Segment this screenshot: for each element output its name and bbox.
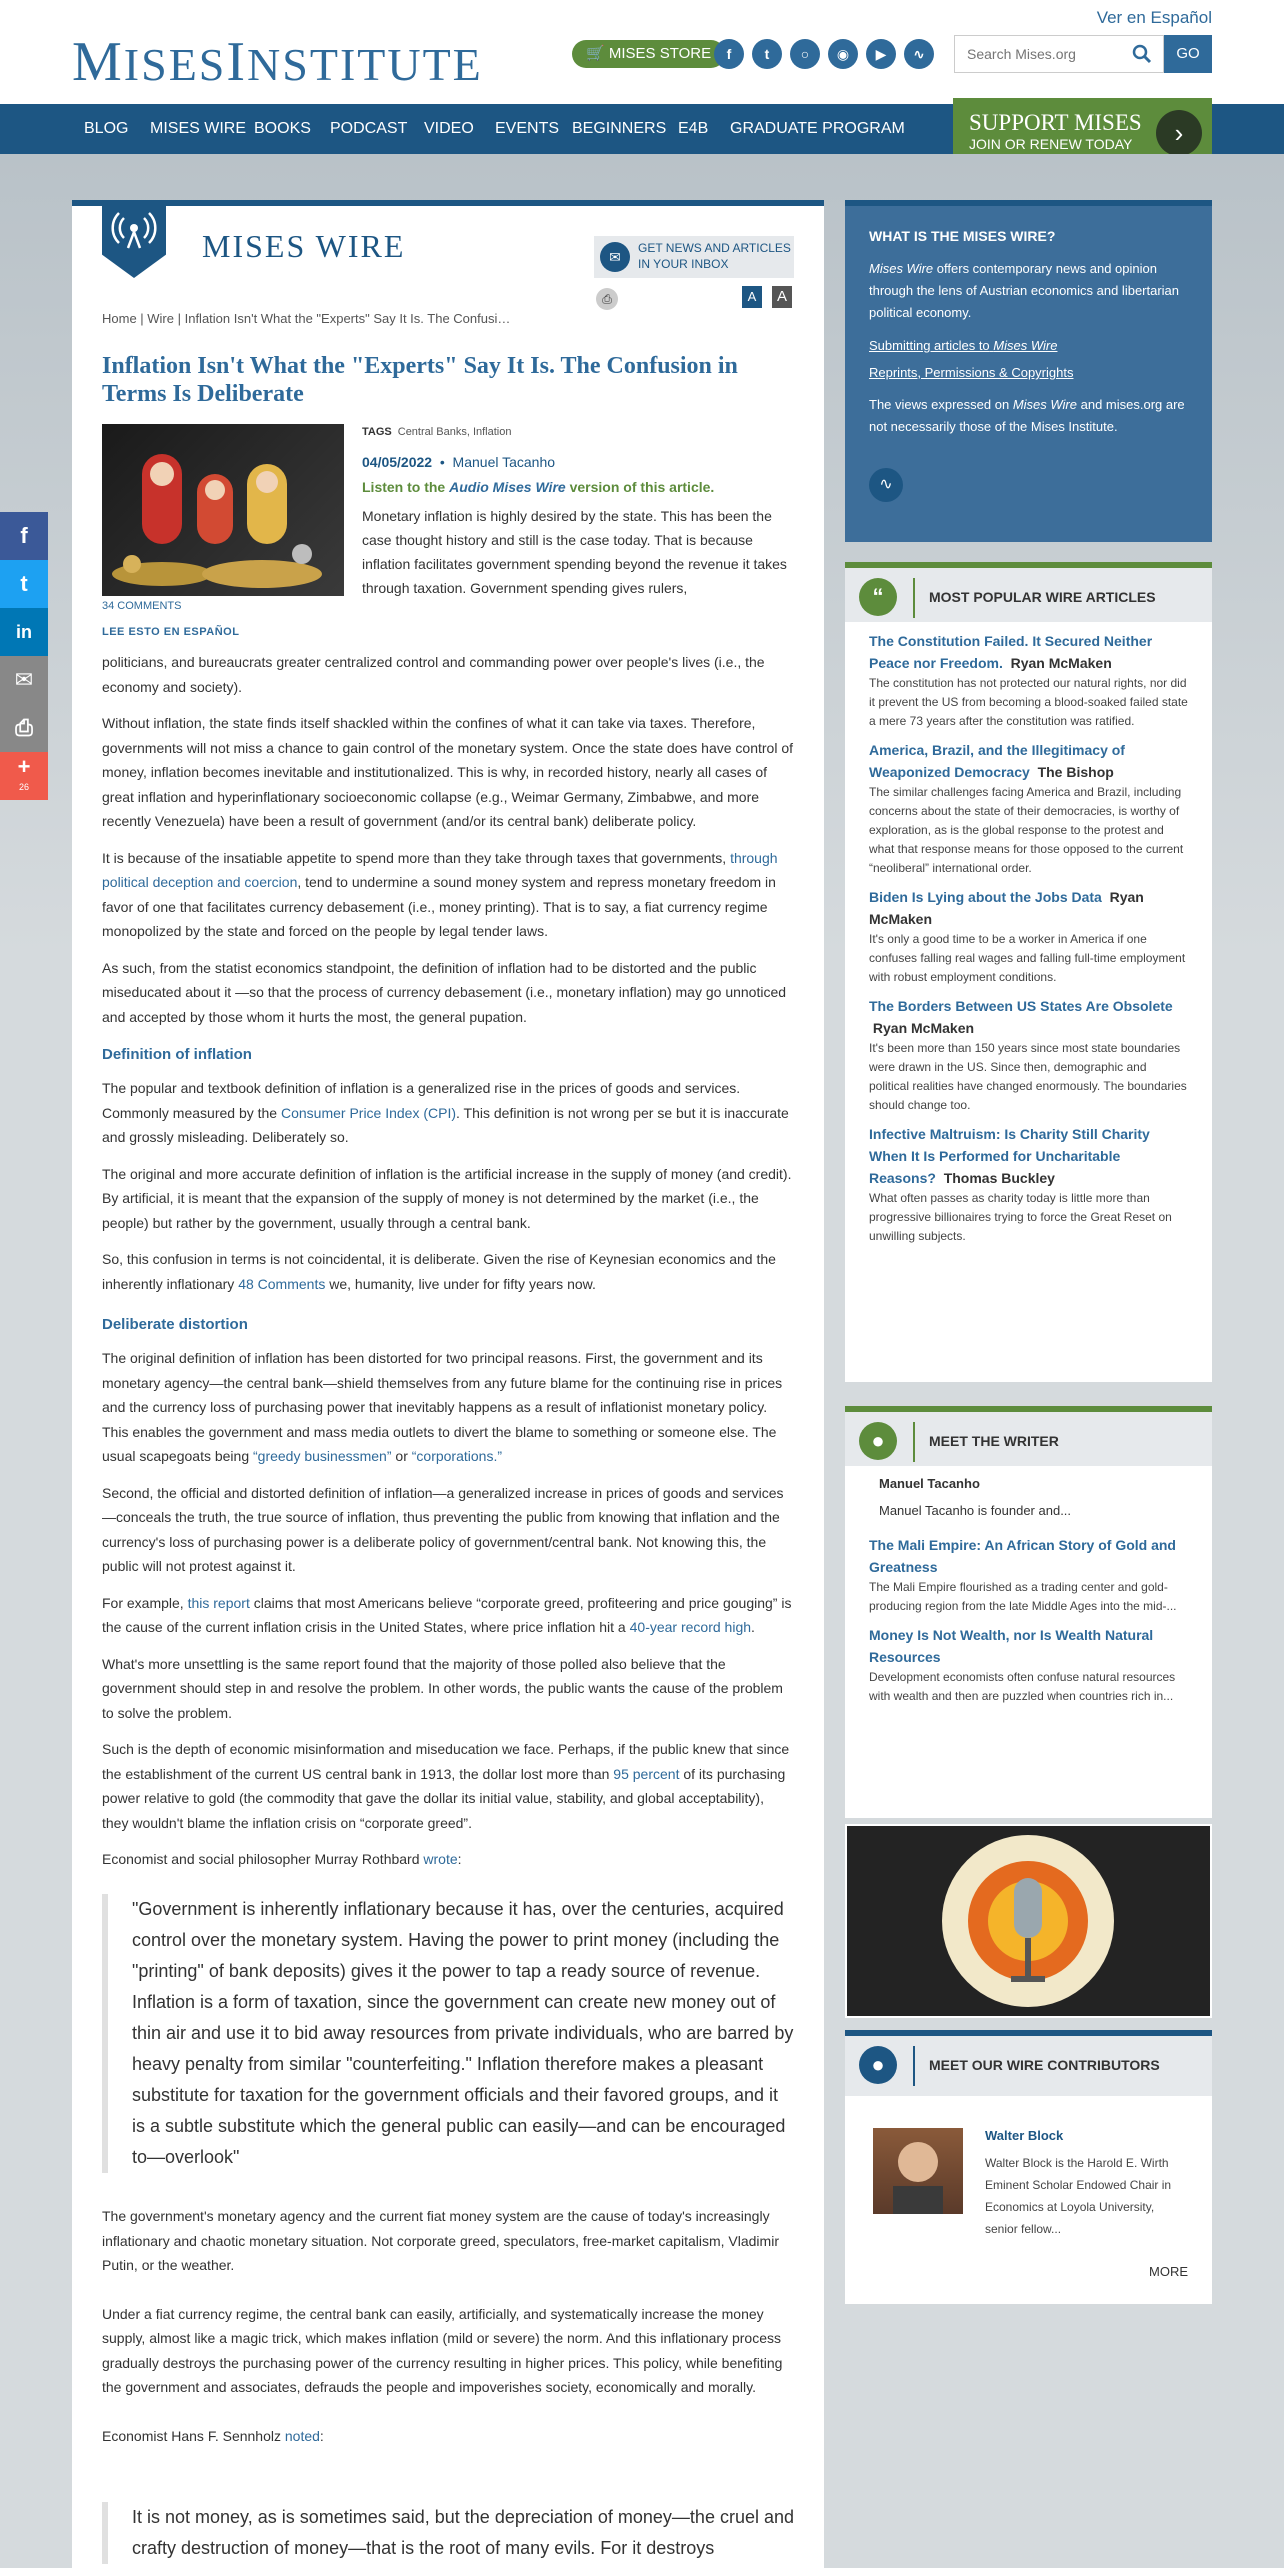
chevron-right-icon: › — [1156, 110, 1202, 156]
list-item[interactable]: Biden Is Lying about the Jobs Data Ryan McMaken It's only a good time to be a worker in America if one confuses falling real wages and falling full-time employment with robust employment conditions. — [869, 889, 1186, 984]
article-image — [102, 424, 344, 596]
what-is-mises-wire-box — [845, 200, 1212, 542]
broadcast-icon — [102, 200, 166, 260]
site-header — [0, 0, 1284, 104]
article-title: Inflation Isn't What the "Experts" Say It Is. The Confusion in Terms Is Deliberate — [102, 353, 738, 407]
nav-mises-wire[interactable]: MISES WIRE — [150, 120, 247, 137]
submitting-articles-link[interactable]: Submitting articles to Mises Wire — [869, 338, 1058, 353]
share-count: 26 — [18, 782, 29, 792]
article-body-part1 — [102, 650, 794, 1041]
share-linkedin-icon[interactable]: in — [0, 608, 48, 656]
podcast-caption: THE HUMAN ACTION PODCAST — [847, 1826, 863, 1827]
podcast-image — [847, 1826, 1210, 2016]
most-popular-header: “ MOST POPULAR WIRE ARTICLES — [845, 562, 1212, 622]
paragraph: What's more unsettling is the same report found that the majority of those polled also believe that the government should step in and resolve the problem. In other words, the public wants the cause of the problem to solve the problem. — [102, 1655, 783, 1721]
reprints-link[interactable]: Reprints, Permissions & Copyrights — [869, 365, 1074, 380]
sennholz-quote: It is not money, as is sometimes said, but the depreciation of money—the cruel and crafty destruction of money—that is the root of many evils. For it destroys — [102, 2502, 794, 2564]
avatar — [873, 2128, 963, 2214]
article-intro: Monetary inflation is highly desired by the state. This has been the case thought history and still is the case today. That is because inflation facilitates government spending beyond the revenue it takes through taxation. Government spending gives rulers, — [362, 508, 787, 596]
font-size-small-button[interactable]: A — [742, 286, 762, 308]
contributor-bio: Walter Block is the Harold E. Wirth Eminent Scholar Endowed Chair in Economics at Loyola University, senior fellow... — [985, 2156, 1172, 2236]
lee-esto-en-espanol-link[interactable]: LEE ESTO EN ESPAÑOL — [102, 626, 240, 638]
more-contributors-link[interactable]: MORE — [1149, 2264, 1188, 2279]
human-action-podcast-banner[interactable] — [845, 1824, 1212, 2018]
nav-video[interactable]: VIDEO — [424, 120, 474, 137]
breadcrumb[interactable]: Home | Wire | Inflation Isn't What the "Experts" Say It Is. The Confusi… — [102, 311, 511, 326]
nav-podcast[interactable]: PODCAST — [330, 120, 408, 137]
writer-name-link[interactable]: Manuel Tacanho — [879, 1476, 980, 1491]
inline-link[interactable]: through political deception and coercion — [102, 849, 778, 890]
nav-books[interactable]: BOOKS — [254, 120, 311, 137]
article-column — [72, 200, 824, 2568]
paragraph: Such is the depth of economic misinformation and miseducation we face. Perhaps, if the public knew that since the establishment of the current US central bank in 1913, the dollar lost more than 95 percent of its purchasing power relative to gold (the commodity that gave the dollar its initial value, stability, and global acceptability), they wouldn't blame the inflation crisis on “corporate greed”. — [102, 1741, 790, 1831]
mises-wire-title: MISES WIRE — [202, 228, 406, 264]
share-twitter-icon[interactable]: t — [0, 560, 48, 608]
paragraph: politicians, and bureaucrats greater centralized control and commanding power over people's lives (i.e., the economy and society). — [102, 654, 765, 695]
share-more-icon[interactable]: + 26 — [0, 752, 48, 800]
rss-icon[interactable]: ∿ — [869, 468, 903, 502]
mises-institute-logo[interactable]: MISESINSTITUTE — [72, 31, 483, 93]
meet-contributors-box — [845, 2030, 1212, 2304]
paragraph: The popular and textbook definition of inflation is a generalized rise in the prices of goods and services. Commonly measured by the Consumer Price Index (CPI). This definition is not wrong per se but it is inaccurate and grossly misleading. Deliberately so. — [102, 1080, 789, 1145]
comments-link[interactable]: 34 COMMENTS — [102, 600, 182, 612]
meet-the-writer-box — [845, 1406, 1212, 1818]
paragraph: The government's monetary agency and the current fiat money system are the cause of today's increasingly inflationary and chaotic monetary situation. Not corporate greed, speculators, free-market capitalism, Vladimir Putin, or the weather. — [102, 2208, 779, 2273]
popular-list — [845, 622, 1212, 1246]
nav-graduate-program[interactable]: GRADUATE PROGRAM — [730, 120, 905, 137]
author-link[interactable]: Manuel Tacanho — [452, 454, 556, 470]
rothbard-quote: "Government is inherently inflationary because it has, over the centuries, acquired control over the monetary system. Having the power to print money (including the "printing" of bank deposits) gives it the power to tap a ready source of revenue. Inflation is a form of taxation, since the government can create new money out of thin air and use it to bid away resources from private individuals, who are barred by heavy penalty from similar "counterfeiting." Inflation therefore makes a pleasant substitute for taxation for the government officials and their favored groups, and it is a subtle substitute which the general public can easily—and can be encouraged to—overlook" — [102, 1894, 794, 2173]
paragraph: Economist and social philosopher Murray Rothbard wrote: — [102, 1851, 462, 1867]
paragraph: Second, the official and distorted definition of inflation—a generalized increase in prices of goods and services—conceals the truth, the true source of inflation, thus preventing the public from knowing that inflation and the currency's loss of purchasing power is a deliberate policy of government/central bank. Not knowing this, the public will not protest against it. — [102, 1484, 784, 1574]
inline-link[interactable]: 95 percent — [613, 1765, 680, 1782]
newsletter-signup-button[interactable]: ✉ GET NEWS AND ARTICLES IN YOUR INBOX — [594, 236, 794, 278]
article-date: 04/05/2022 — [362, 454, 433, 470]
inline-link[interactable]: wrote — [423, 1851, 458, 1867]
mises-store-button[interactable]: 🛒 MISES STORE — [572, 40, 725, 68]
paragraph: Without inflation, the state finds itself shackled within the confines of what it can take via taxes. Therefore, governments will not miss a chance to gain control of the monetary system. Once the state does have control of money, inflation becomes inevitable and institutionalized. This is why, in recorded history, nearly all cases of great inflation and hyperinflationary socioeconomic collapse (e.g., Weimar Germany, Zimbabwe, and more recently Venezuela) have been a result of government (and/or its central bank) deliberate policy. — [102, 715, 794, 829]
article-byline: 04/05/2022 • Manuel Tacanho — [362, 454, 556, 470]
list-item[interactable]: Infective Maltruism: Is Charity Still Charity When It Is Performed for Uncharitable Reasons? Thomas Buckley What often passes as charity today is little more than progressive billionaires trying to force the Great Reset on unwilling subjects. — [869, 1126, 1172, 1243]
rss-icon[interactable]: ∿ — [904, 39, 934, 69]
support-mises-button[interactable]: SUPPORT MISES JOIN OR RENEW TODAY › — [953, 98, 1212, 168]
what-is-title: WHAT IS THE MISES WIRE? — [869, 228, 1056, 244]
list-item[interactable]: The Mali Empire: An African Story of Gold and Greatness The Mali Empire flourished as a trading center and gold-producing region from the late Middle Ages into the mid-... — [869, 1537, 1177, 1613]
contributors-header: ● MEET OUR WIRE CONTRIBUTORS — [845, 2036, 1212, 2096]
nav-events[interactable]: EVENTS — [495, 120, 560, 137]
nav-e4b[interactable]: E4B — [678, 120, 709, 137]
list-item[interactable]: Money Is Not Wealth, nor Is Wealth Natural Resources Development economists often confuse natural resources with wealth and then are puzzled when countries rich in... — [869, 1627, 1176, 1703]
share-print-icon[interactable]: ⎙ — [0, 704, 48, 752]
list-item[interactable]: The Borders Between US States Are Obsolete Ryan McMaken It's been more than 150 years since most state boundaries were drawn in the US. Since then, demographic and political realities have changed enormously. The boundaries should change too. — [869, 998, 1187, 1112]
mises-wire-badge — [102, 200, 166, 278]
share-facebook-icon[interactable]: f — [0, 512, 48, 560]
paragraph: It is because of the insatiable appetite to spend more than they take through taxes that governments, through political deception and coercion, tend to undermine a sound money system and repress monetary freedom in favor of one that facilitates currency debasement (i.e., money printing). That is to say, a fiat currency regime monopolized by the state and forced on the people by legal tender laws. — [102, 849, 778, 939]
inline-link[interactable]: noted — [284, 2427, 320, 2444]
most-popular-box — [845, 562, 1212, 1382]
users-icon: ● — [859, 2046, 897, 2084]
quote-icon: “ — [859, 578, 897, 616]
article-body-part2 — [102, 1076, 794, 1308]
tag-links[interactable]: Central Banks, Inflation — [397, 426, 512, 438]
print-icon[interactable]: ⎙ — [596, 288, 618, 310]
article-tags: TAGS Central Banks, Inflation — [362, 426, 512, 438]
section-heading: Definition of inflation — [102, 1046, 252, 1063]
instagram-icon[interactable]: ○ — [790, 39, 820, 69]
paragraph: So, this confusion in terms is not coincidental, it is deliberate. Given the rise of Keynesian economics and the inherently inflationary 48 Comments we, humanity, live under for fifty years now. — [102, 1251, 776, 1292]
inline-link[interactable]: 48 Comments — [238, 1275, 326, 1292]
audio-version-link[interactable]: Listen to the Audio Mises Wire version of this article. — [362, 479, 715, 495]
meet-the-writer-header: ● MEET THE WRITER — [845, 1406, 1212, 1466]
search-go-button[interactable]: GO — [1164, 35, 1212, 73]
inline-link[interactable]: 40-year record high — [629, 1619, 752, 1635]
share-email-icon[interactable]: ✉ — [0, 656, 48, 704]
inline-link[interactable]: this report — [187, 1594, 250, 1611]
what-is-text: Mises Wire offers contemporary news and opinion through the lens of Austrian economics and libertarian political economy. — [869, 261, 1180, 320]
podcast-icon[interactable]: ◉ — [828, 39, 858, 69]
list-item[interactable]: The Constitution Failed. It Secured Neither Peace nor Freedom. Ryan McMaken The constitution has not protected our natural rights, nor did it prevent the US from becoming a blood-soaked failed state a mere 73 years after the constitution was ratified. — [869, 633, 1188, 728]
cart-icon: 🛒 — [586, 45, 609, 62]
facebook-icon[interactable]: f — [714, 39, 744, 69]
paragraph: The original and more accurate definition of inflation is the artificial increase in the supply of money (and credit). By artificial, it is meant that the expansion of the supply of money is not determined by the market (i.e., the people) but rather by the government, usually through a central bank. — [102, 1165, 792, 1231]
paragraph: Under a fiat currency regime, the central bank can easily, artificially, and systematically increase the money supply, almost like a magic trick, which makes inflation (mild or severe) the norm. And this inflationary process gradually destroys the purchasing power of the currency resulting in higher prices. This policy, while benefiting the government and associates, defrauds the people and impoverishes society, economically and morally. — [102, 2305, 783, 2395]
inline-link[interactable]: “greedy businessmen” — [253, 1448, 392, 1464]
paragraph: As such, from the statist economics standpoint, the definition of inflation had to be distorted and the public miseducated about it —so that the process of currency debasement (i.e., monetary inflation) may go unnoticed and accepted by those whom it hurts the most, the general pupation. — [102, 959, 787, 1025]
youtube-icon[interactable]: ▶ — [866, 39, 896, 69]
inline-link[interactable]: Consumer Price Index (CPI) — [280, 1104, 457, 1121]
contributor-name-link[interactable]: Walter Block — [985, 2128, 1064, 2143]
twitter-icon[interactable]: t — [752, 39, 782, 69]
email-icon: ✉ — [600, 242, 630, 272]
inline-link[interactable]: “corporations.” — [411, 1448, 503, 1464]
views-disclaimer: The views expressed on Mises Wire and mises.org are not necessarily those of the Mises Institute. — [869, 397, 1185, 434]
nav-beginners[interactable]: BEGINNERS — [572, 120, 667, 137]
nav-blog[interactable]: BLOG — [84, 120, 129, 137]
article-body-part3 — [102, 1346, 794, 1884]
users-icon: ● — [859, 1422, 897, 1460]
paragraph: Economist Hans F. Sennholz noted: — [102, 2427, 324, 2444]
article-body-part4 — [102, 2204, 794, 2460]
list-item[interactable]: America, Brazil, and the Illegitimacy of Weaponized Democracy The Bishop The similar challenges facing America and Brazil, including concerns about the state of their democracies, is worthy of exploration, as is the global response to the protest and what that response means for those opposed to the current “neoliberal” international order. — [869, 742, 1184, 875]
paragraph: For example, this report claims that most Americans believe “corporate greed, profiteering and price gouging” is the cause of the current inflation crisis in the United States, where price inflation hit a 40-year record high. — [102, 1594, 792, 1635]
search-icon[interactable] — [1130, 42, 1154, 66]
font-size-large-button[interactable]: A — [772, 286, 792, 308]
writer-bio: Manuel Tacanho is founder and... — [879, 1503, 1072, 1518]
paragraph: The original definition of inflation has been distorted for two principal reasons. First, the government and its monetary agency—the central bank—shield themselves from any future blame for the continuing rise in prices and the currency loss of purchasing power that inevitably happens as a result of inflationist monetary policy. This enables the government and mass media outlets to divert the blame to something or someone else. The usual scapegoats being “greedy businessmen” or “corporations.” — [102, 1350, 783, 1464]
section-heading: Deliberate distortion — [102, 1316, 248, 1333]
ver-en-espanol-link[interactable]: Ver en Español — [1096, 8, 1212, 27]
